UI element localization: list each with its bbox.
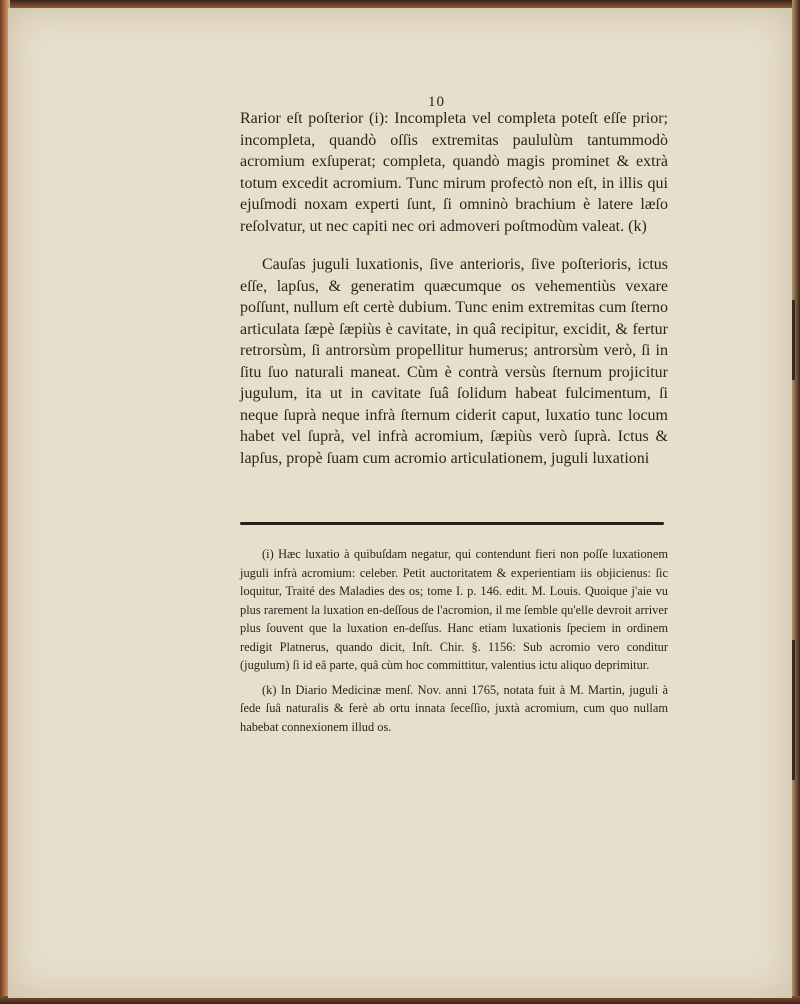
page-number: 10: [428, 94, 445, 110]
footnotes: [240, 545, 668, 736]
footnote-i: (i) Hæc luxatio à quibuſdam negatur, qui contendunt fieri non poſſe luxationem juguli infrà acromium: celeber. Petit auctoritatem & experientiam iis objicienus: ſic loquitur, Traité des Maladies des os; tome I. p. 146. edit. M. Louis. Quoique j'aie vu plus rarement la luxation en-deſſous de l'acromion, il me ſemble qu'elle devroit arriver plus ſouvent que la luxation en-deſſus. Hanc etiam luxationis ſpeciem in ordinem redigit Platnerus, quando dicit, Inſt. Chir. §. 1156: Sub acromio vero conditur (jugulum) ſi id eâ parte, quâ cùm hoc committitur, valentius ictu aliquo deprimitur.: [240, 547, 668, 672]
page-right-edge: [792, 0, 800, 1004]
body-paragraph-2: Cauſas juguli luxationis, ſive anterioris, ſive poſterioris, ictus eſſe, lapſus, & generatim quæcumque os vehementiùs vexare poſſunt, nullum eſt certè dubium. Tunc enim extremitas cum ſterno articulata ſæpè ſæpiùs è cavitate, in quâ recipitur, excidit, & fertur retrorsùm, ſi antrorsùm propellitur humerus; antrorsùm verò, ſi in ſitu ſuo naturali maneat. Cùm è contrà versùs ſternum projicitur jugulum, ita ut in cavitate ſuâ ſolidum habeat fulcimentum, ſi neque ſuprà neque infrà ſternum ciderit caput, luxatio tunc locum habet vel ſuprà, vel infrà acromium, ſæpiùs verò ſuprà. Ictus & lapſus, propè ſuam cum acromio articulationem, juguli luxationi: [240, 256, 668, 467]
body-paragraph-1: Rarior eſt poſterior (i): Incompleta vel completa poteſt eſſe prior; incompleta, quandò oſſis extremitas paululùm tantummodò acromium exſuperat; completa, quandò magis prominet & extrà totum excedit acromium. Tunc mirum profectò non eſt, in illis qui ejuſmodi noxam experti ſunt, ſi omninò brachium è latere læſo reſolvatur, ut nec capiti nec ori admoveri poſtmodùm valeat. (k): [240, 110, 668, 235]
footnote-k: (k) In Diario Medicinæ menſ. Nov. anni 1765, notata fuit à M. Martin, juguli à ſede ſuâ naturalis & ferè ab ortu innata ſeceſſio, juxtà acromium, cum quo nullam habebat connexionem illud os.: [240, 682, 668, 734]
footnote-separator: [240, 522, 664, 525]
page-top-edge: [0, 0, 800, 8]
binding-mark: [792, 640, 795, 780]
book-page: [8, 8, 792, 998]
binding-mark: [792, 300, 795, 380]
main-text: [240, 108, 668, 469]
